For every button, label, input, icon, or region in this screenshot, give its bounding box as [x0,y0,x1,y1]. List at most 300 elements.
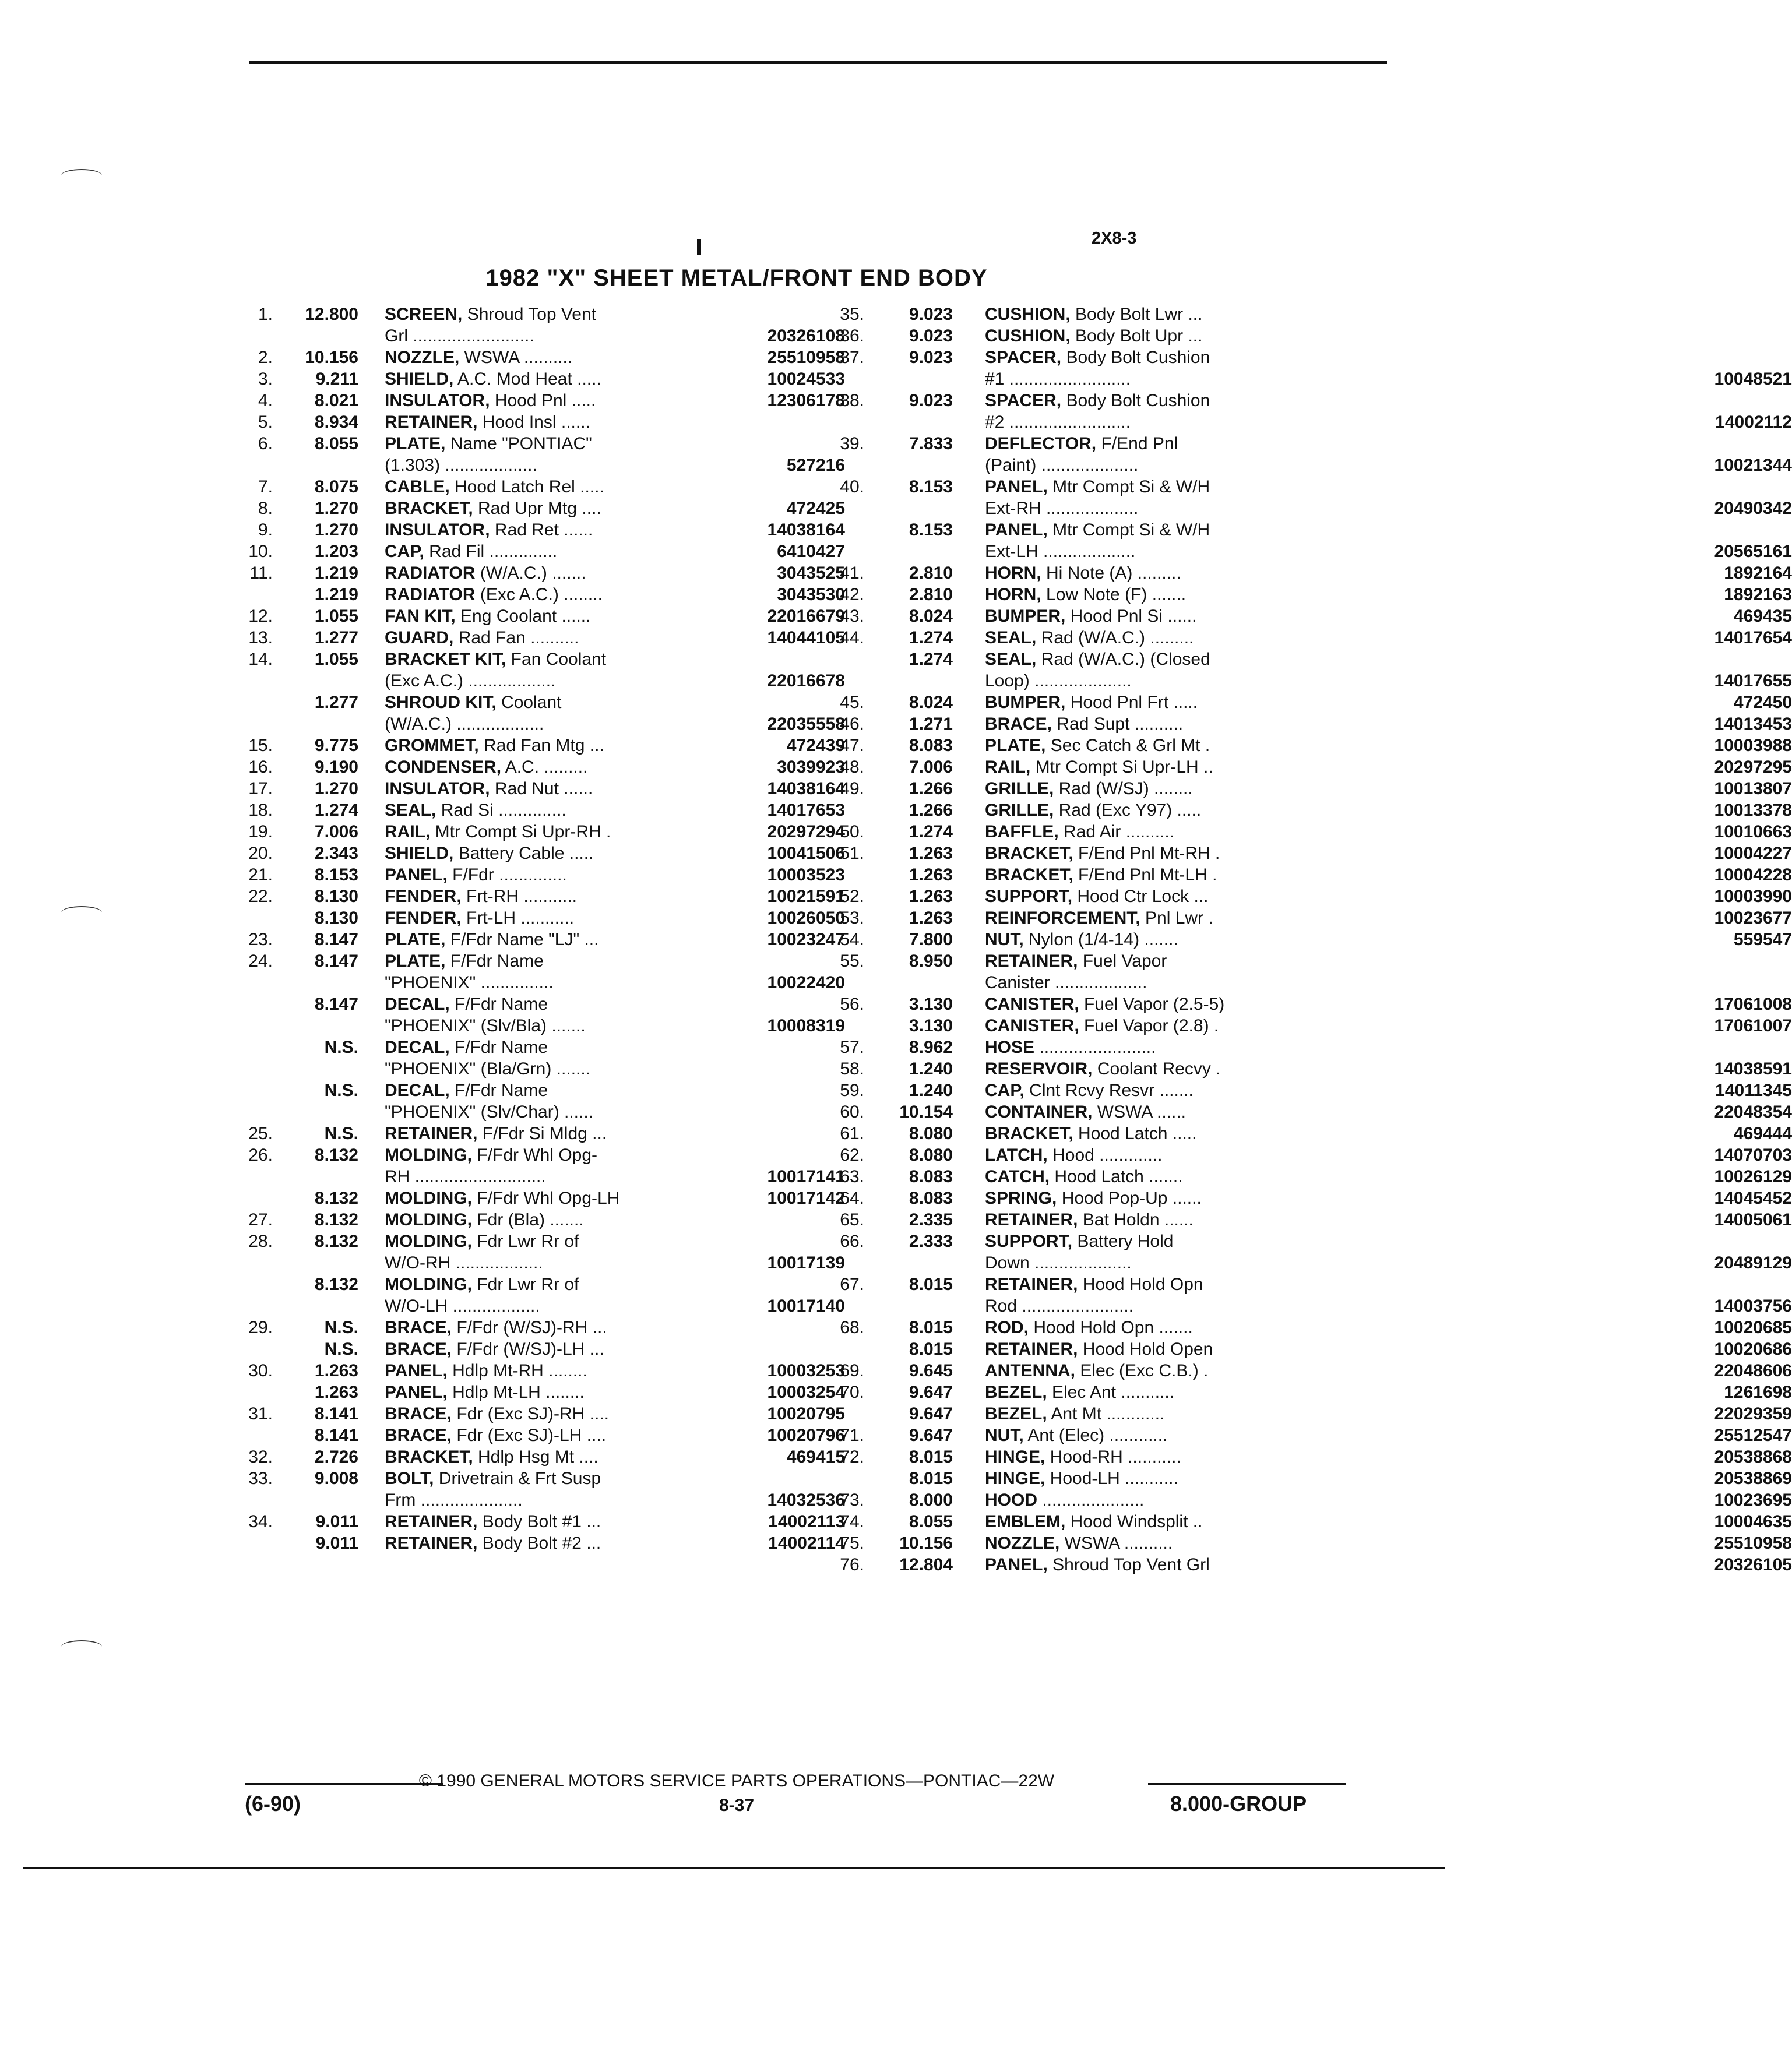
group-number: 1.219 [314,585,358,604]
part-description [985,1468,1178,1489]
part-detail: Rad (Exc Y97) ..... [1054,801,1202,820]
part-detail: Sec Catch & Grl Mt . [1045,736,1210,755]
part-number: 10003523 [767,865,845,884]
part-name: MOLDING, [385,1146,472,1165]
part-name: GRILLE, [985,801,1054,820]
part-detail: Coolant Recvy . [1092,1059,1221,1079]
part-name: MOLDING, [385,1210,472,1229]
part-detail: Hood-LH ........... [1045,1469,1178,1488]
group-number: 2.335 [909,1210,953,1229]
part-description [985,713,1183,735]
part-name: MOLDING, [385,1275,472,1294]
part-description [985,1166,1183,1187]
part-description [385,1317,607,1338]
item-number: 13. [248,628,273,647]
item-number: 33. [248,1469,273,1488]
part-detail: Rad Nut ...... [490,779,593,798]
part-description [985,756,1213,778]
part-description [985,368,1131,390]
group-number: 1.263 [314,1361,358,1380]
group-number: 1.270 [314,520,358,540]
item-number: 4. [258,391,273,410]
margin-mark [61,169,102,182]
part-name: BRACKET, [385,1447,473,1467]
margin-mark [61,1640,102,1653]
part-detail: F/Fdr Whl Opg- [472,1146,598,1165]
part-number: 1892163 [1724,585,1792,604]
part-number: 10017142 [767,1189,845,1208]
part-name: NOZZLE, [985,1534,1060,1553]
part-detail: Hood Latch ....... [1050,1167,1183,1186]
part-detail: Ext-LH ................... [985,542,1136,561]
group-number: N.S. [324,1124,358,1143]
part-detail: Hdlp Mt-RH ........ [447,1361,587,1380]
group-number: N.S. [324,1318,358,1337]
part-number: 10020685 [1714,1318,1792,1337]
item-number: 63. [840,1167,864,1186]
part-detail: Shroud Top Vent Grl [1047,1555,1210,1574]
part-number: 10004227 [1714,844,1792,863]
part-description [385,1489,523,1511]
part-detail: Rod ....................... [985,1296,1134,1316]
part-detail: "PHOENIX" (Bla/Grn) ....... [385,1059,591,1079]
group-number: 1.263 [909,887,953,906]
part-description [385,670,555,692]
group-number: 2.810 [909,563,953,583]
group-number: 8.950 [909,952,953,971]
group-number: 12.800 [305,305,358,324]
part-description [385,476,604,498]
part-detail: Body Bolt Cushion [1061,348,1210,367]
group-number: 1.240 [909,1081,953,1100]
part-description [985,1382,1174,1403]
part-number: 20326105 [1714,1555,1792,1574]
part-detail: F/Fdr Name [445,952,544,971]
group-number: 9.023 [909,348,953,367]
part-description [985,1425,1167,1446]
part-detail: RH ........................... [385,1167,546,1186]
part-description [985,864,1217,886]
part-detail: Hood Pnl ..... [490,391,596,410]
part-detail: ..................... [1037,1490,1145,1510]
part-number: 20538869 [1714,1469,1792,1488]
part-name: RESERVOIR, [985,1059,1093,1079]
group-number: 8.021 [314,391,358,410]
part-name: PANEL, [985,1555,1048,1574]
part-detail: F/Fdr Si Mldg ... [477,1124,607,1143]
group-number: 8.132 [314,1275,358,1294]
part-description [385,1231,579,1252]
part-detail: Bat Holdn ...... [1078,1210,1194,1229]
part-detail: Fdr Lwr Rr of [472,1275,579,1294]
part-detail: Hood Ctr Lock ... [1072,887,1209,906]
part-name: PLATE, [385,434,446,453]
item-number: 56. [840,995,864,1014]
part-name: SEAL, [985,628,1037,647]
part-detail: Fdr (Exc SJ)-LH .... [452,1426,607,1445]
part-description [985,1187,1202,1209]
part-detail: "PHOENIX" (Slv/Char) ...... [385,1102,594,1122]
part-name: LATCH, [985,1146,1048,1165]
group-number: 8.000 [909,1490,953,1510]
part-detail: Hood Hold Opn ....... [1029,1318,1193,1337]
part-number: 10004635 [1714,1512,1792,1531]
part-description [985,1295,1133,1317]
group-number: 8.934 [314,413,358,432]
part-detail: Fuel Vapor [1078,952,1167,971]
item-number: 22. [248,887,273,906]
part-description [985,454,1138,476]
part-name: BRACE, [385,1426,452,1445]
part-name: REINFORCEMENT, [985,908,1140,928]
part-name: ANTENNA, [985,1361,1075,1380]
part-name: CATCH, [985,1167,1050,1186]
part-name: BEZEL, [985,1404,1047,1423]
group-number: 1.266 [909,801,953,820]
group-number: 9.647 [909,1426,953,1445]
part-description [385,1080,548,1101]
part-detail: F/Fdr Name [449,995,548,1014]
group-number: 1.274 [909,628,953,647]
part-number: 14002114 [768,1534,845,1553]
part-description [985,325,1202,347]
part-detail: F/End Pnl Mt-RH . [1073,844,1220,863]
part-detail: F/Fdr Name [449,1081,548,1100]
part-detail: Rad (W/SJ) ........ [1054,779,1193,798]
part-name: SEAL, [985,650,1037,669]
footer-page-number: 8-37 [719,1796,755,1815]
part-description [985,1338,1213,1360]
part-detail: Hood-RH ........... [1045,1447,1181,1467]
part-name: PANEL, [985,477,1048,496]
item-number: 61. [840,1124,864,1143]
part-name: FENDER, [385,887,462,906]
part-name: NUT, [985,1426,1024,1445]
group-number: 9.775 [314,736,358,755]
part-detail: WSWA .......... [459,348,573,367]
part-number: 14038164 [767,520,845,540]
part-detail: Rad Upr Mtg .... [473,499,601,518]
part-detail: Rad Si .............. [436,801,566,820]
item-number: 19. [248,822,273,841]
group-number: N.S. [324,1038,358,1057]
item-number: 18. [248,801,273,820]
group-number: 8.147 [314,995,358,1014]
part-detail: WSWA ...... [1092,1102,1187,1122]
item-number: 44. [840,628,864,647]
part-description [985,390,1210,411]
part-description [985,584,1186,605]
part-description [385,993,548,1015]
part-number: 10041506 [767,844,845,863]
item-number: 73. [840,1490,864,1510]
group-number: 1.274 [909,650,953,669]
part-name: PLATE, [985,736,1046,755]
part-detail: Fuel Vapor (2.5-5) [1079,995,1225,1014]
item-number: 8. [258,499,273,518]
group-number: 1.055 [314,607,358,626]
part-name: CANISTER, [985,1016,1079,1035]
group-number: 8.055 [909,1512,953,1531]
item-number: 70. [840,1383,864,1402]
part-number: 10003988 [1714,736,1792,755]
part-name: MOLDING, [385,1189,472,1208]
part-detail: F/Fdr (W/SJ)-LH ... [452,1340,604,1359]
part-description [385,541,557,562]
part-name: RETAINER, [985,1340,1078,1359]
footer-group: 8.000-GROUP [1170,1792,1307,1816]
part-detail: Elec Ant ........... [1047,1383,1175,1402]
part-detail: Rad (W/A.C.) (Closed [1036,650,1210,669]
part-description [385,1468,601,1489]
part-number: 6410427 [777,542,845,561]
part-detail: Body Bolt #2 ... [477,1534,601,1553]
part-number: 10004228 [1714,865,1792,884]
group-number: 1.270 [314,779,358,798]
part-name: RADIATOR [385,563,476,583]
part-detail: "PHOENIX" ............... [385,973,554,992]
part-detail: (Paint) .................... [985,456,1139,475]
group-number: 8.132 [314,1189,358,1208]
part-detail: Rad (W/A.C.) ......... [1036,628,1194,647]
part-number: 20326108 [767,326,845,346]
part-name: MOLDING, [385,1232,472,1251]
group-number: 1.055 [314,650,358,669]
item-number: 74. [840,1512,864,1531]
part-number: 14070703 [1714,1146,1792,1165]
part-description [985,1209,1194,1231]
group-number: 10.154 [899,1102,953,1122]
group-number: 9.011 [315,1534,358,1553]
part-description [985,1317,1193,1338]
part-name: HOOD [985,1490,1037,1510]
part-detail: Fdr (Exc SJ)-RH .... [452,1404,610,1423]
item-number: 27. [248,1210,273,1229]
part-number: 14045452 [1714,1189,1792,1208]
part-number: 10013378 [1714,801,1792,820]
part-description [985,1101,1186,1123]
item-number: 26. [248,1146,273,1165]
group-number: 8.083 [909,1167,953,1186]
group-number: 1.277 [314,628,358,647]
part-name: BRACKET, [985,865,1073,884]
group-number: 7.800 [909,930,953,949]
item-number: 75. [840,1534,864,1553]
part-detail: Hood Latch Rel ..... [449,477,604,496]
part-number: 14002112 [1715,413,1792,432]
part-detail: Mtr Compt Si Upr-RH . [430,822,611,841]
item-number: 60. [840,1102,864,1122]
part-detail: Ant (Elec) ............ [1023,1426,1168,1445]
part-detail: Canister ................... [985,973,1147,992]
part-detail: A.C. Mod Heat ..... [453,369,601,389]
part-detail: Frt-LH ........... [461,908,575,928]
item-number: 50. [840,822,864,841]
part-detail: F/Fdr Name [449,1038,548,1057]
item-number: 53. [840,908,864,928]
item-number: 64. [840,1189,864,1208]
part-detail: Elec (Exc C.B.) . [1075,1361,1209,1380]
part-detail: Loop) .................... [985,671,1132,690]
part-number: 472425 [786,499,845,518]
part-description [985,1554,1210,1576]
part-detail: (Exc A.C.) ........ [475,585,603,604]
group-number: 3.130 [909,995,953,1014]
part-name: SEAL, [385,801,436,820]
group-number: 8.962 [909,1038,953,1057]
part-number: 559547 [1733,930,1792,949]
part-name: BRACE, [385,1340,452,1359]
part-name: HORN, [985,585,1041,604]
part-name: DEFLECTOR, [985,434,1097,453]
part-detail: A.C. ......... [501,757,588,777]
part-description [985,605,1196,627]
part-detail: (W/A.C.) .................. [385,714,544,734]
part-detail: Clnt Rcvy Resvr ....... [1024,1081,1194,1100]
part-number: 10020686 [1714,1340,1792,1359]
part-description [985,1403,1164,1425]
part-description [385,1123,607,1144]
part-number: 14038164 [767,779,845,798]
part-number: 14005061 [1714,1210,1792,1229]
group-number: 8.080 [909,1124,953,1143]
part-number: 10003990 [1714,887,1792,906]
group-number: 8.015 [909,1318,953,1337]
item-number: 14. [248,650,273,669]
group-number: N.S. [324,1340,358,1359]
part-number: 1261698 [1724,1383,1792,1402]
part-name: RAIL, [385,822,431,841]
group-number: 8.132 [314,1210,358,1229]
part-number: 20297295 [1714,757,1792,777]
item-number: 55. [840,952,864,971]
part-detail: Down .................... [985,1253,1132,1273]
group-number: 8.153 [314,865,358,884]
group-number: 8.132 [314,1232,358,1251]
part-name: NUT, [985,930,1024,949]
part-description [985,347,1210,368]
part-name: BRACE, [985,714,1052,734]
part-description [385,972,554,993]
part-name: DECAL, [385,1038,450,1057]
part-detail: Mtr Compt Si & W/H [1047,477,1210,496]
part-detail: Low Note (F) ....... [1041,585,1187,604]
part-detail: Hi Note (A) ......... [1041,563,1181,583]
group-number: 8.147 [314,930,358,949]
part-description [385,411,590,433]
group-number: 9.190 [314,757,358,777]
part-number: 20490342 [1714,499,1792,518]
group-number: 7.006 [909,757,953,777]
part-number: 25510958 [767,348,845,367]
part-description [385,1058,590,1080]
part-detail: Rad Fan Mtg ... [478,736,604,755]
part-number: 10017139 [767,1253,845,1273]
part-name: BUMPER, [985,607,1066,626]
part-number: 10023695 [1714,1490,1792,1510]
item-number: 52. [840,887,864,906]
part-description [985,541,1135,562]
part-description [985,627,1194,649]
item-number: 20. [248,844,273,863]
group-number: 10.156 [305,348,358,367]
part-name: RETAINER, [385,1534,478,1553]
top-rule [249,61,1387,64]
part-detail: Hood Hold Opn [1078,1275,1203,1294]
part-description [985,929,1178,950]
part-description [985,1144,1163,1166]
part-description [985,799,1201,821]
part-number: 17061008 [1714,995,1792,1014]
part-name: RETAINER, [985,1210,1078,1229]
group-number: 8.141 [314,1404,358,1423]
group-number: 9.645 [909,1361,953,1380]
part-number: 469415 [786,1447,845,1467]
page-code: 2X8-3 [1092,229,1137,248]
part-number: 10026050 [767,908,845,928]
part-number: 14002113 [768,1512,845,1531]
part-detail: F/Fdr Whl Opg-LH [472,1189,620,1208]
part-number: 22035558 [767,714,845,734]
group-number: 8.153 [909,477,953,496]
item-number: 72. [840,1447,864,1467]
part-name: CAP, [385,542,424,561]
part-description [385,649,606,670]
part-detail: Rad Fan .......... [453,628,579,647]
part-detail: Battery Cable ..... [453,844,594,863]
item-number: 62. [840,1146,864,1165]
item-number: 42. [840,585,864,604]
part-description [385,692,561,713]
part-name: SHIELD, [385,369,454,389]
item-number: 5. [258,413,273,432]
part-name: DECAL, [385,1081,450,1100]
group-number: 8.055 [314,434,358,453]
part-description [985,519,1210,541]
part-name: CABLE, [385,477,450,496]
item-number: 15. [248,736,273,755]
group-number: 9.011 [315,1512,358,1531]
part-detail: "PHOENIX" (Slv/Bla) ....... [385,1016,586,1035]
part-detail: Hood Pnl Frt ..... [1065,693,1198,712]
part-description [985,1511,1202,1532]
group-number: 1.203 [314,542,358,561]
item-number: 30. [248,1361,273,1380]
part-description [385,1338,604,1360]
group-number: 2.343 [314,844,358,863]
part-name: BAFFLE, [985,822,1059,841]
part-name: GUARD, [385,628,454,647]
item-number: 21. [248,865,273,884]
item-number: 10. [248,542,273,561]
group-number: 8.024 [909,607,953,626]
part-description [985,993,1224,1015]
part-name: CAP, [985,1081,1024,1100]
part-description [385,433,592,454]
group-number: 8.083 [909,736,953,755]
part-detail: Fdr (Bla) ....... [472,1210,584,1229]
part-number: 3039923 [777,757,845,777]
group-number: 1.240 [909,1059,953,1079]
group-number: 8.015 [909,1340,953,1359]
part-detail: Body Bolt #1 ... [477,1512,601,1531]
part-number: 14013453 [1714,714,1792,734]
group-number: 8.083 [909,1189,953,1208]
part-detail: Body Bolt Lwr ... [1070,305,1203,324]
part-detail: Ext-RH ................... [985,499,1139,518]
part-description [985,1252,1132,1274]
part-number: 10020795 [767,1404,845,1423]
